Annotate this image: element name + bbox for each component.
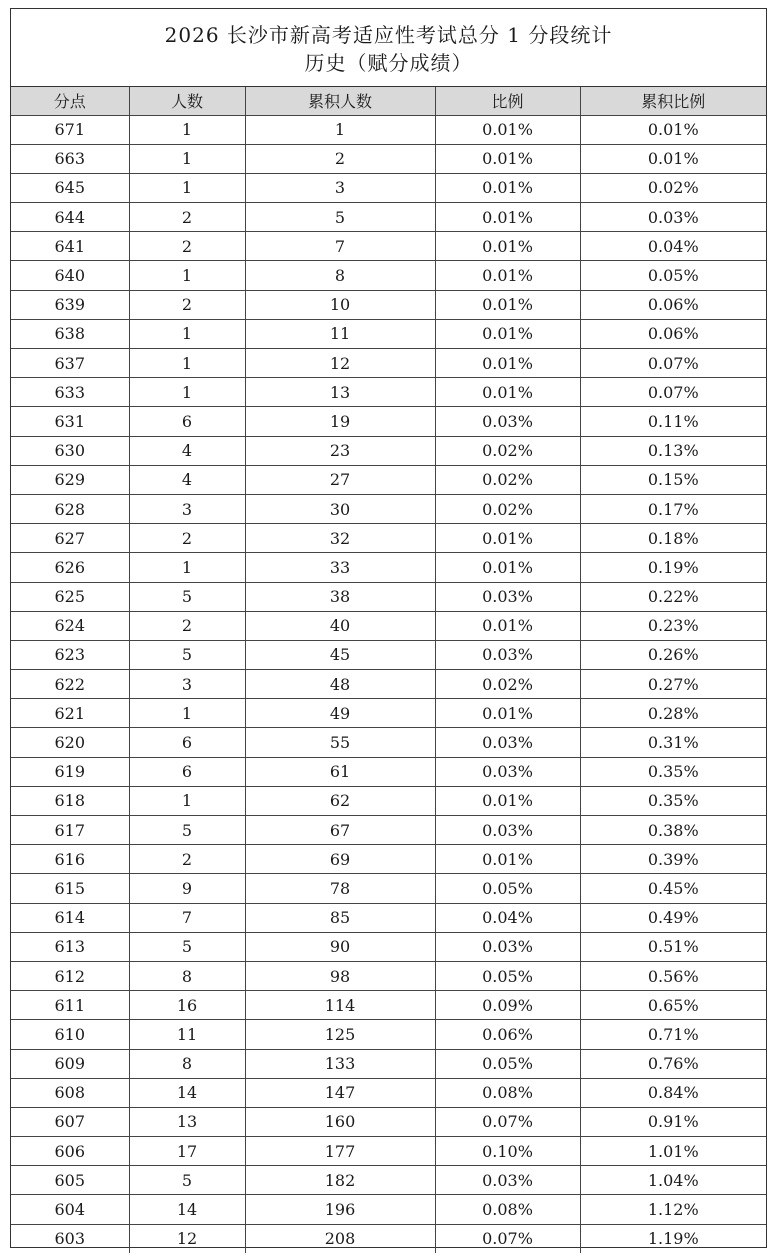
cell-count: 2 bbox=[129, 203, 245, 232]
table-row bbox=[11, 378, 766, 407]
table-body bbox=[11, 115, 766, 1253]
cell-cumulative-count: 208 bbox=[245, 1224, 435, 1253]
cell-cumulative-ratio: 0.06% bbox=[580, 319, 766, 348]
cell-cumulative-ratio: 1.19% bbox=[580, 1224, 766, 1253]
cell-count: 2 bbox=[129, 524, 245, 553]
cell-ratio: 0.01% bbox=[435, 699, 580, 728]
cell-score: 615 bbox=[11, 874, 129, 903]
cell-count: 1 bbox=[129, 261, 245, 290]
cell-cumulative-count: 67 bbox=[245, 816, 435, 845]
score-table bbox=[11, 87, 766, 1253]
cell-count: 1 bbox=[129, 173, 245, 202]
table-row bbox=[11, 232, 766, 261]
cell-ratio: 0.01% bbox=[435, 319, 580, 348]
cell-cumulative-ratio: 0.56% bbox=[580, 961, 766, 990]
cell-cumulative-ratio: 0.11% bbox=[580, 407, 766, 436]
cell-score: 609 bbox=[11, 1049, 129, 1078]
cell-cumulative-count: 38 bbox=[245, 582, 435, 611]
cell-count: 17 bbox=[129, 1137, 245, 1166]
cell-cumulative-ratio: 0.13% bbox=[580, 436, 766, 465]
cell-ratio: 0.02% bbox=[435, 465, 580, 494]
cell-ratio: 0.01% bbox=[435, 553, 580, 582]
table-row bbox=[11, 961, 766, 990]
cell-cumulative-ratio: 0.22% bbox=[580, 582, 766, 611]
cell-ratio: 0.04% bbox=[435, 903, 580, 932]
cell-score: 621 bbox=[11, 699, 129, 728]
cell-cumulative-ratio: 0.18% bbox=[580, 524, 766, 553]
table-row bbox=[11, 932, 766, 961]
table-row bbox=[11, 115, 766, 144]
table-row bbox=[11, 1166, 766, 1195]
cell-count: 1 bbox=[129, 378, 245, 407]
cell-ratio: 0.07% bbox=[435, 1224, 580, 1253]
cell-cumulative-count: 3 bbox=[245, 173, 435, 202]
cell-ratio: 0.05% bbox=[435, 874, 580, 903]
cell-score: 622 bbox=[11, 670, 129, 699]
cell-cumulative-ratio: 0.51% bbox=[580, 932, 766, 961]
cell-cumulative-count: 61 bbox=[245, 757, 435, 786]
score-distribution-document bbox=[10, 8, 767, 1248]
cell-cumulative-ratio: 0.35% bbox=[580, 786, 766, 815]
cell-cumulative-count: 177 bbox=[245, 1137, 435, 1166]
cell-score: 613 bbox=[11, 932, 129, 961]
cell-cumulative-count: 12 bbox=[245, 349, 435, 378]
cell-cumulative-count: 27 bbox=[245, 465, 435, 494]
header-cumulative-ratio: 累积比例 bbox=[580, 87, 766, 115]
cell-count: 1 bbox=[129, 786, 245, 815]
cell-score: 620 bbox=[11, 728, 129, 757]
cell-score: 614 bbox=[11, 903, 129, 932]
cell-ratio: 0.01% bbox=[435, 232, 580, 261]
cell-cumulative-count: 69 bbox=[245, 845, 435, 874]
cell-cumulative-ratio: 0.06% bbox=[580, 290, 766, 319]
cell-score: 611 bbox=[11, 991, 129, 1020]
cell-count: 14 bbox=[129, 1078, 245, 1107]
table-row bbox=[11, 436, 766, 465]
cell-count: 4 bbox=[129, 436, 245, 465]
cell-cumulative-ratio: 0.15% bbox=[580, 465, 766, 494]
cell-cumulative-count: 196 bbox=[245, 1195, 435, 1224]
cell-score: 630 bbox=[11, 436, 129, 465]
table-row bbox=[11, 553, 766, 582]
table-row bbox=[11, 465, 766, 494]
cell-score: 603 bbox=[11, 1224, 129, 1253]
cell-cumulative-count: 133 bbox=[245, 1049, 435, 1078]
cell-count: 5 bbox=[129, 816, 245, 845]
cell-ratio: 0.01% bbox=[435, 349, 580, 378]
cell-count: 6 bbox=[129, 757, 245, 786]
cell-count: 14 bbox=[129, 1195, 245, 1224]
cell-ratio: 0.07% bbox=[435, 1107, 580, 1136]
cell-cumulative-count: 30 bbox=[245, 494, 435, 523]
cell-count: 5 bbox=[129, 1166, 245, 1195]
cell-cumulative-count: 114 bbox=[245, 991, 435, 1020]
cell-cumulative-ratio: 0.76% bbox=[580, 1049, 766, 1078]
cell-ratio: 0.01% bbox=[435, 378, 580, 407]
cell-cumulative-ratio: 0.07% bbox=[580, 349, 766, 378]
cell-cumulative-count: 1 bbox=[245, 115, 435, 144]
cell-cumulative-count: 5 bbox=[245, 203, 435, 232]
table-row bbox=[11, 524, 766, 553]
table-row bbox=[11, 173, 766, 202]
cell-count: 16 bbox=[129, 991, 245, 1020]
cell-cumulative-ratio: 0.38% bbox=[580, 816, 766, 845]
cell-ratio: 0.03% bbox=[435, 582, 580, 611]
cell-score: 638 bbox=[11, 319, 129, 348]
cell-count: 12 bbox=[129, 1224, 245, 1253]
cell-cumulative-ratio: 0.39% bbox=[580, 845, 766, 874]
cell-cumulative-ratio: 0.05% bbox=[580, 261, 766, 290]
cell-cumulative-ratio: 0.27% bbox=[580, 670, 766, 699]
cell-count: 11 bbox=[129, 1020, 245, 1049]
cell-score: 612 bbox=[11, 961, 129, 990]
document-subtitle: 历史（赋分成绩） bbox=[304, 51, 473, 75]
cell-ratio: 0.06% bbox=[435, 1020, 580, 1049]
cell-cumulative-count: 78 bbox=[245, 874, 435, 903]
table-row bbox=[11, 1195, 766, 1224]
cell-cumulative-count: 55 bbox=[245, 728, 435, 757]
cell-ratio: 0.01% bbox=[435, 611, 580, 640]
cell-cumulative-count: 45 bbox=[245, 640, 435, 669]
cell-score: 618 bbox=[11, 786, 129, 815]
table-row bbox=[11, 903, 766, 932]
cell-cumulative-count: 90 bbox=[245, 932, 435, 961]
cell-ratio: 0.01% bbox=[435, 845, 580, 874]
cell-count: 1 bbox=[129, 115, 245, 144]
table-row bbox=[11, 261, 766, 290]
cell-count: 2 bbox=[129, 290, 245, 319]
cell-ratio: 0.03% bbox=[435, 1166, 580, 1195]
cell-count: 2 bbox=[129, 611, 245, 640]
document-title: 2026 长沙市新高考适应性考试总分 1 分段统计 bbox=[164, 23, 613, 47]
cell-count: 6 bbox=[129, 407, 245, 436]
table-row bbox=[11, 611, 766, 640]
cell-count: 1 bbox=[129, 144, 245, 173]
cell-score: 671 bbox=[11, 115, 129, 144]
table-row bbox=[11, 203, 766, 232]
table-row bbox=[11, 640, 766, 669]
cell-score: 629 bbox=[11, 465, 129, 494]
cell-count: 8 bbox=[129, 1049, 245, 1078]
cell-cumulative-count: 23 bbox=[245, 436, 435, 465]
cell-count: 1 bbox=[129, 699, 245, 728]
cell-cumulative-count: 13 bbox=[245, 378, 435, 407]
cell-score: 639 bbox=[11, 290, 129, 319]
cell-score: 640 bbox=[11, 261, 129, 290]
cell-cumulative-count: 85 bbox=[245, 903, 435, 932]
cell-ratio: 0.03% bbox=[435, 407, 580, 436]
cell-score: 604 bbox=[11, 1195, 129, 1224]
cell-count: 5 bbox=[129, 582, 245, 611]
cell-ratio: 0.01% bbox=[435, 173, 580, 202]
cell-cumulative-count: 40 bbox=[245, 611, 435, 640]
cell-cumulative-ratio: 0.35% bbox=[580, 757, 766, 786]
cell-cumulative-ratio: 0.65% bbox=[580, 991, 766, 1020]
cell-ratio: 0.10% bbox=[435, 1137, 580, 1166]
cell-score: 627 bbox=[11, 524, 129, 553]
cell-cumulative-count: 11 bbox=[245, 319, 435, 348]
cell-count: 1 bbox=[129, 349, 245, 378]
header-score: 分点 bbox=[11, 87, 129, 115]
cell-ratio: 0.03% bbox=[435, 816, 580, 845]
table-row bbox=[11, 874, 766, 903]
cell-cumulative-ratio: 0.02% bbox=[580, 173, 766, 202]
cell-ratio: 0.02% bbox=[435, 670, 580, 699]
cell-cumulative-count: 10 bbox=[245, 290, 435, 319]
cell-score: 633 bbox=[11, 378, 129, 407]
cell-ratio: 0.01% bbox=[435, 524, 580, 553]
cell-count: 4 bbox=[129, 465, 245, 494]
cell-count: 5 bbox=[129, 932, 245, 961]
table-row bbox=[11, 1020, 766, 1049]
header-count: 人数 bbox=[129, 87, 245, 115]
cell-cumulative-count: 147 bbox=[245, 1078, 435, 1107]
cell-score: 617 bbox=[11, 816, 129, 845]
cell-ratio: 0.02% bbox=[435, 436, 580, 465]
table-row bbox=[11, 582, 766, 611]
cell-cumulative-ratio: 0.03% bbox=[580, 203, 766, 232]
cell-score: 624 bbox=[11, 611, 129, 640]
cell-cumulative-count: 33 bbox=[245, 553, 435, 582]
table-row bbox=[11, 816, 766, 845]
cell-cumulative-ratio: 0.91% bbox=[580, 1107, 766, 1136]
cell-ratio: 0.03% bbox=[435, 757, 580, 786]
cell-ratio: 0.08% bbox=[435, 1078, 580, 1107]
table-row bbox=[11, 845, 766, 874]
cell-score: 610 bbox=[11, 1020, 129, 1049]
cell-count: 7 bbox=[129, 903, 245, 932]
cell-cumulative-count: 48 bbox=[245, 670, 435, 699]
cell-score: 605 bbox=[11, 1166, 129, 1195]
table-row bbox=[11, 728, 766, 757]
table-header-row bbox=[11, 87, 766, 115]
cell-score: 637 bbox=[11, 349, 129, 378]
table-row bbox=[11, 1107, 766, 1136]
cell-score: 623 bbox=[11, 640, 129, 669]
cell-cumulative-count: 8 bbox=[245, 261, 435, 290]
cell-count: 8 bbox=[129, 961, 245, 990]
cell-cumulative-count: 2 bbox=[245, 144, 435, 173]
table-row bbox=[11, 290, 766, 319]
table-row bbox=[11, 1137, 766, 1166]
table-row bbox=[11, 349, 766, 378]
cell-score: 631 bbox=[11, 407, 129, 436]
cell-score: 606 bbox=[11, 1137, 129, 1166]
cell-score: 628 bbox=[11, 494, 129, 523]
table-row bbox=[11, 786, 766, 815]
cell-score: 645 bbox=[11, 173, 129, 202]
cell-cumulative-count: 182 bbox=[245, 1166, 435, 1195]
cell-ratio: 0.01% bbox=[435, 203, 580, 232]
cell-cumulative-ratio: 0.04% bbox=[580, 232, 766, 261]
cell-ratio: 0.01% bbox=[435, 786, 580, 815]
cell-cumulative-ratio: 1.04% bbox=[580, 1166, 766, 1195]
cell-ratio: 0.03% bbox=[435, 728, 580, 757]
cell-cumulative-ratio: 0.01% bbox=[580, 115, 766, 144]
table-row bbox=[11, 1224, 766, 1253]
cell-count: 3 bbox=[129, 494, 245, 523]
cell-cumulative-ratio: 0.84% bbox=[580, 1078, 766, 1107]
header-cumulative-count: 累积人数 bbox=[245, 87, 435, 115]
cell-ratio: 0.03% bbox=[435, 932, 580, 961]
table-row bbox=[11, 407, 766, 436]
cell-ratio: 0.01% bbox=[435, 261, 580, 290]
cell-cumulative-ratio: 1.01% bbox=[580, 1137, 766, 1166]
cell-ratio: 0.01% bbox=[435, 144, 580, 173]
cell-cumulative-ratio: 0.31% bbox=[580, 728, 766, 757]
table-row bbox=[11, 494, 766, 523]
cell-cumulative-ratio: 0.26% bbox=[580, 640, 766, 669]
table-row bbox=[11, 991, 766, 1020]
cell-cumulative-ratio: 0.49% bbox=[580, 903, 766, 932]
cell-ratio: 0.03% bbox=[435, 640, 580, 669]
cell-ratio: 0.01% bbox=[435, 115, 580, 144]
cell-count: 3 bbox=[129, 670, 245, 699]
cell-score: 644 bbox=[11, 203, 129, 232]
cell-cumulative-ratio: 0.01% bbox=[580, 144, 766, 173]
table-row bbox=[11, 1049, 766, 1078]
cell-score: 619 bbox=[11, 757, 129, 786]
title-block bbox=[11, 9, 766, 87]
cell-ratio: 0.09% bbox=[435, 991, 580, 1020]
cell-cumulative-ratio: 0.28% bbox=[580, 699, 766, 728]
cell-score: 607 bbox=[11, 1107, 129, 1136]
cell-cumulative-count: 7 bbox=[245, 232, 435, 261]
cell-ratio: 0.01% bbox=[435, 290, 580, 319]
cell-cumulative-count: 160 bbox=[245, 1107, 435, 1136]
cell-count: 1 bbox=[129, 319, 245, 348]
table-row bbox=[11, 699, 766, 728]
cell-score: 616 bbox=[11, 845, 129, 874]
header-ratio: 比例 bbox=[435, 87, 580, 115]
cell-score: 608 bbox=[11, 1078, 129, 1107]
cell-count: 5 bbox=[129, 640, 245, 669]
cell-cumulative-ratio: 0.23% bbox=[580, 611, 766, 640]
cell-cumulative-count: 19 bbox=[245, 407, 435, 436]
table-row bbox=[11, 1078, 766, 1107]
cell-ratio: 0.08% bbox=[435, 1195, 580, 1224]
cell-cumulative-ratio: 0.45% bbox=[580, 874, 766, 903]
cell-cumulative-ratio: 0.19% bbox=[580, 553, 766, 582]
cell-score: 626 bbox=[11, 553, 129, 582]
cell-ratio: 0.05% bbox=[435, 1049, 580, 1078]
cell-count: 2 bbox=[129, 232, 245, 261]
cell-cumulative-ratio: 0.71% bbox=[580, 1020, 766, 1049]
cell-count: 9 bbox=[129, 874, 245, 903]
cell-count: 13 bbox=[129, 1107, 245, 1136]
cell-score: 663 bbox=[11, 144, 129, 173]
table-row bbox=[11, 144, 766, 173]
cell-ratio: 0.05% bbox=[435, 961, 580, 990]
cell-ratio: 0.02% bbox=[435, 494, 580, 523]
cell-count: 2 bbox=[129, 845, 245, 874]
cell-cumulative-count: 62 bbox=[245, 786, 435, 815]
cell-cumulative-count: 125 bbox=[245, 1020, 435, 1049]
cell-cumulative-ratio: 1.12% bbox=[580, 1195, 766, 1224]
cell-score: 625 bbox=[11, 582, 129, 611]
cell-cumulative-count: 49 bbox=[245, 699, 435, 728]
table-row bbox=[11, 670, 766, 699]
cell-cumulative-ratio: 0.17% bbox=[580, 494, 766, 523]
cell-count: 6 bbox=[129, 728, 245, 757]
cell-score: 641 bbox=[11, 232, 129, 261]
table-row bbox=[11, 757, 766, 786]
cell-cumulative-count: 98 bbox=[245, 961, 435, 990]
cell-count: 1 bbox=[129, 553, 245, 582]
cell-cumulative-count: 32 bbox=[245, 524, 435, 553]
table-row bbox=[11, 319, 766, 348]
cell-cumulative-ratio: 0.07% bbox=[580, 378, 766, 407]
